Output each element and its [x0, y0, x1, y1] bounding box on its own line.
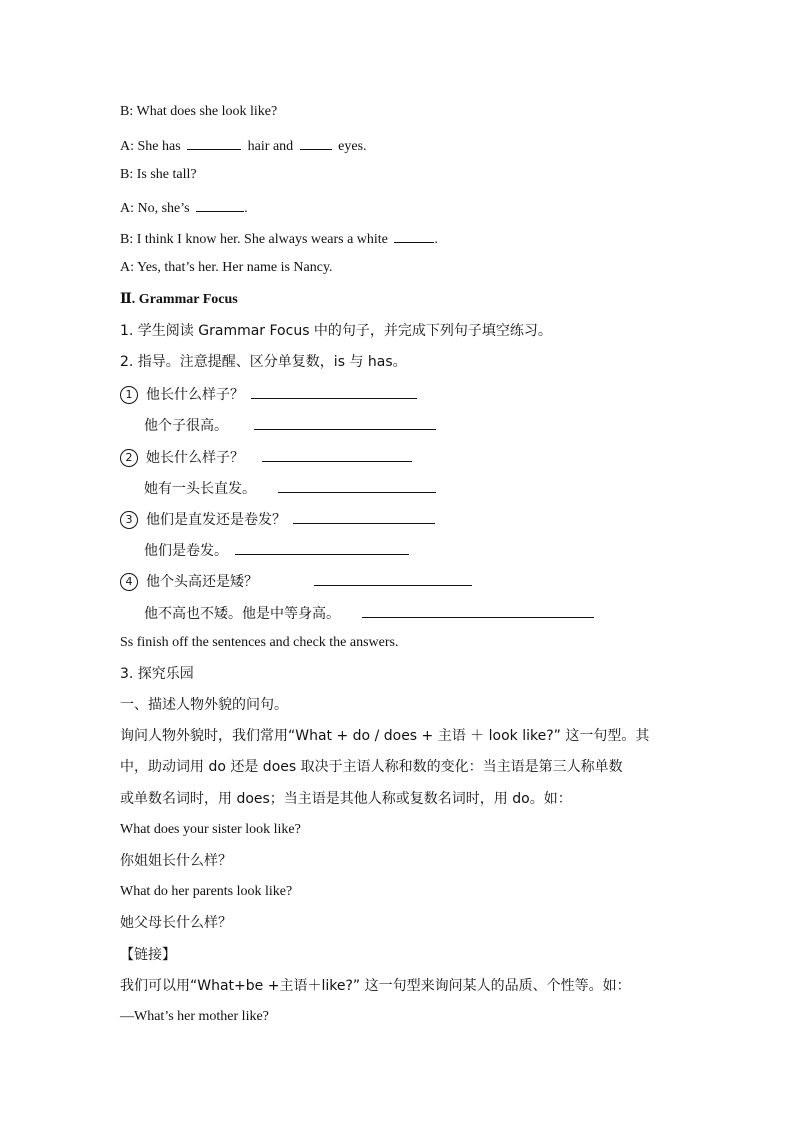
answer-blank[interactable]	[314, 571, 472, 586]
answer-blank[interactable]	[262, 447, 412, 462]
exercise-item-3-answer	[144, 540, 412, 560]
finish-instruction: Ss finish off the sentences and check the answers.	[120, 635, 399, 650]
answer-blank[interactable]	[362, 603, 594, 618]
exercise-item-3-question	[120, 509, 438, 529]
exercise-item-4-answer	[144, 603, 597, 623]
exercise-item-2-question	[120, 447, 415, 467]
answer-blank[interactable]	[293, 509, 435, 524]
circled-number-1: 1	[120, 386, 138, 404]
explore-paragraph-line-1: 询问人物外貌时，我们常用“What + do / does + 主语 ＋ look like?” 这一句型。其	[120, 728, 650, 744]
exercise-item-1-answer	[144, 415, 439, 435]
question-text: 他个头高还是矮？	[146, 574, 258, 590]
example-1-english: What does your sister look like?	[120, 822, 301, 837]
section-heading: Ⅱ. Grammar Focus	[120, 292, 238, 307]
explore-title: 一、描述人物外貌的问句。	[120, 697, 288, 713]
dialogue-text: She has	[137, 139, 181, 154]
fill-blank[interactable]	[187, 135, 241, 150]
dialogue-text: What does she look like?	[136, 104, 278, 119]
speaker-label: A:	[120, 260, 134, 275]
exercise-item-4-question	[120, 571, 475, 591]
link-title: 【链接】	[120, 947, 176, 963]
explore-paragraph-line-2: 中，助动词用 do 还是 does 取决于主语人称和数的变化：当主语是第三人称单数	[120, 759, 623, 775]
circled-number-4: 4	[120, 573, 138, 591]
step-3: 3. 探究乐园	[120, 666, 194, 682]
circled-number-3: 3	[120, 511, 138, 529]
dialogue-text: Yes, that’s her. Her name is Nancy.	[136, 260, 333, 275]
explore-paragraph-line-3: 或单数名词时，用 does；当主语是其他人称或复数名词时，用 do。如：	[120, 791, 572, 807]
fill-blank[interactable]	[300, 135, 332, 150]
fill-blank[interactable]	[196, 197, 244, 212]
exercise-item-1-question	[120, 384, 420, 404]
dialogue-text: No, she’s	[137, 201, 190, 216]
answer-text: 他个子很高。	[144, 418, 228, 434]
answer-blank[interactable]	[235, 540, 409, 555]
step-2: 2. 指导。注意提醒、区分单复数，is 与 has。	[120, 354, 407, 370]
fill-blank[interactable]	[394, 228, 434, 243]
dialogue-text: Is she tall?	[136, 167, 197, 182]
example-2-english: What do her parents look like?	[120, 884, 293, 899]
dialogue-text: .	[434, 232, 438, 247]
step-1: 1. 学生阅读 Grammar Focus 中的句子，并完成下列句子填空练习。	[120, 323, 552, 339]
question-text: 他们是直发还是卷发？	[146, 512, 286, 528]
speaker-label: B:	[120, 232, 134, 247]
answer-text: 她有一头长直发。	[144, 481, 256, 497]
question-text: 他长什么样子？	[146, 387, 244, 403]
answer-blank[interactable]	[254, 415, 436, 430]
dialogue-line-3	[120, 166, 197, 184]
speaker-label: A:	[120, 139, 134, 154]
answer-text: 他们是卷发。	[144, 543, 228, 559]
dialogue-text: I think I know her. She always wears a white	[136, 232, 388, 247]
circled-number-2: 2	[120, 449, 138, 467]
answer-blank[interactable]	[278, 478, 436, 493]
speaker-label: B:	[120, 104, 134, 119]
dialogue-text: .	[244, 201, 248, 216]
dialogue-text: eyes.	[338, 139, 367, 154]
dialogue-line-5	[120, 228, 438, 249]
answer-blank[interactable]	[251, 384, 417, 399]
exercise-item-2-answer	[144, 478, 439, 498]
example-2-chinese: 她父母长什么样？	[120, 915, 232, 931]
link-text: 我们可以用“What+be +主语＋like?” 这一句型来询问某人的品质、个性等。如：	[120, 978, 631, 994]
speaker-label: A:	[120, 201, 134, 216]
dialogue-line-2	[120, 135, 367, 156]
dialogue-line-1	[120, 103, 277, 121]
dialogue-line-6	[120, 259, 333, 277]
question-text: 她长什么样子？	[146, 450, 244, 466]
example-1-chinese: 你姐姐长什么样？	[120, 853, 232, 869]
dialogue-text: hair and	[247, 139, 294, 154]
answer-text: 他不高也不矮。他是中等身高。	[144, 606, 340, 622]
speaker-label: B:	[120, 167, 134, 182]
dialogue-line-4	[120, 197, 248, 218]
link-example: —What’s her mother like?	[120, 1009, 269, 1024]
